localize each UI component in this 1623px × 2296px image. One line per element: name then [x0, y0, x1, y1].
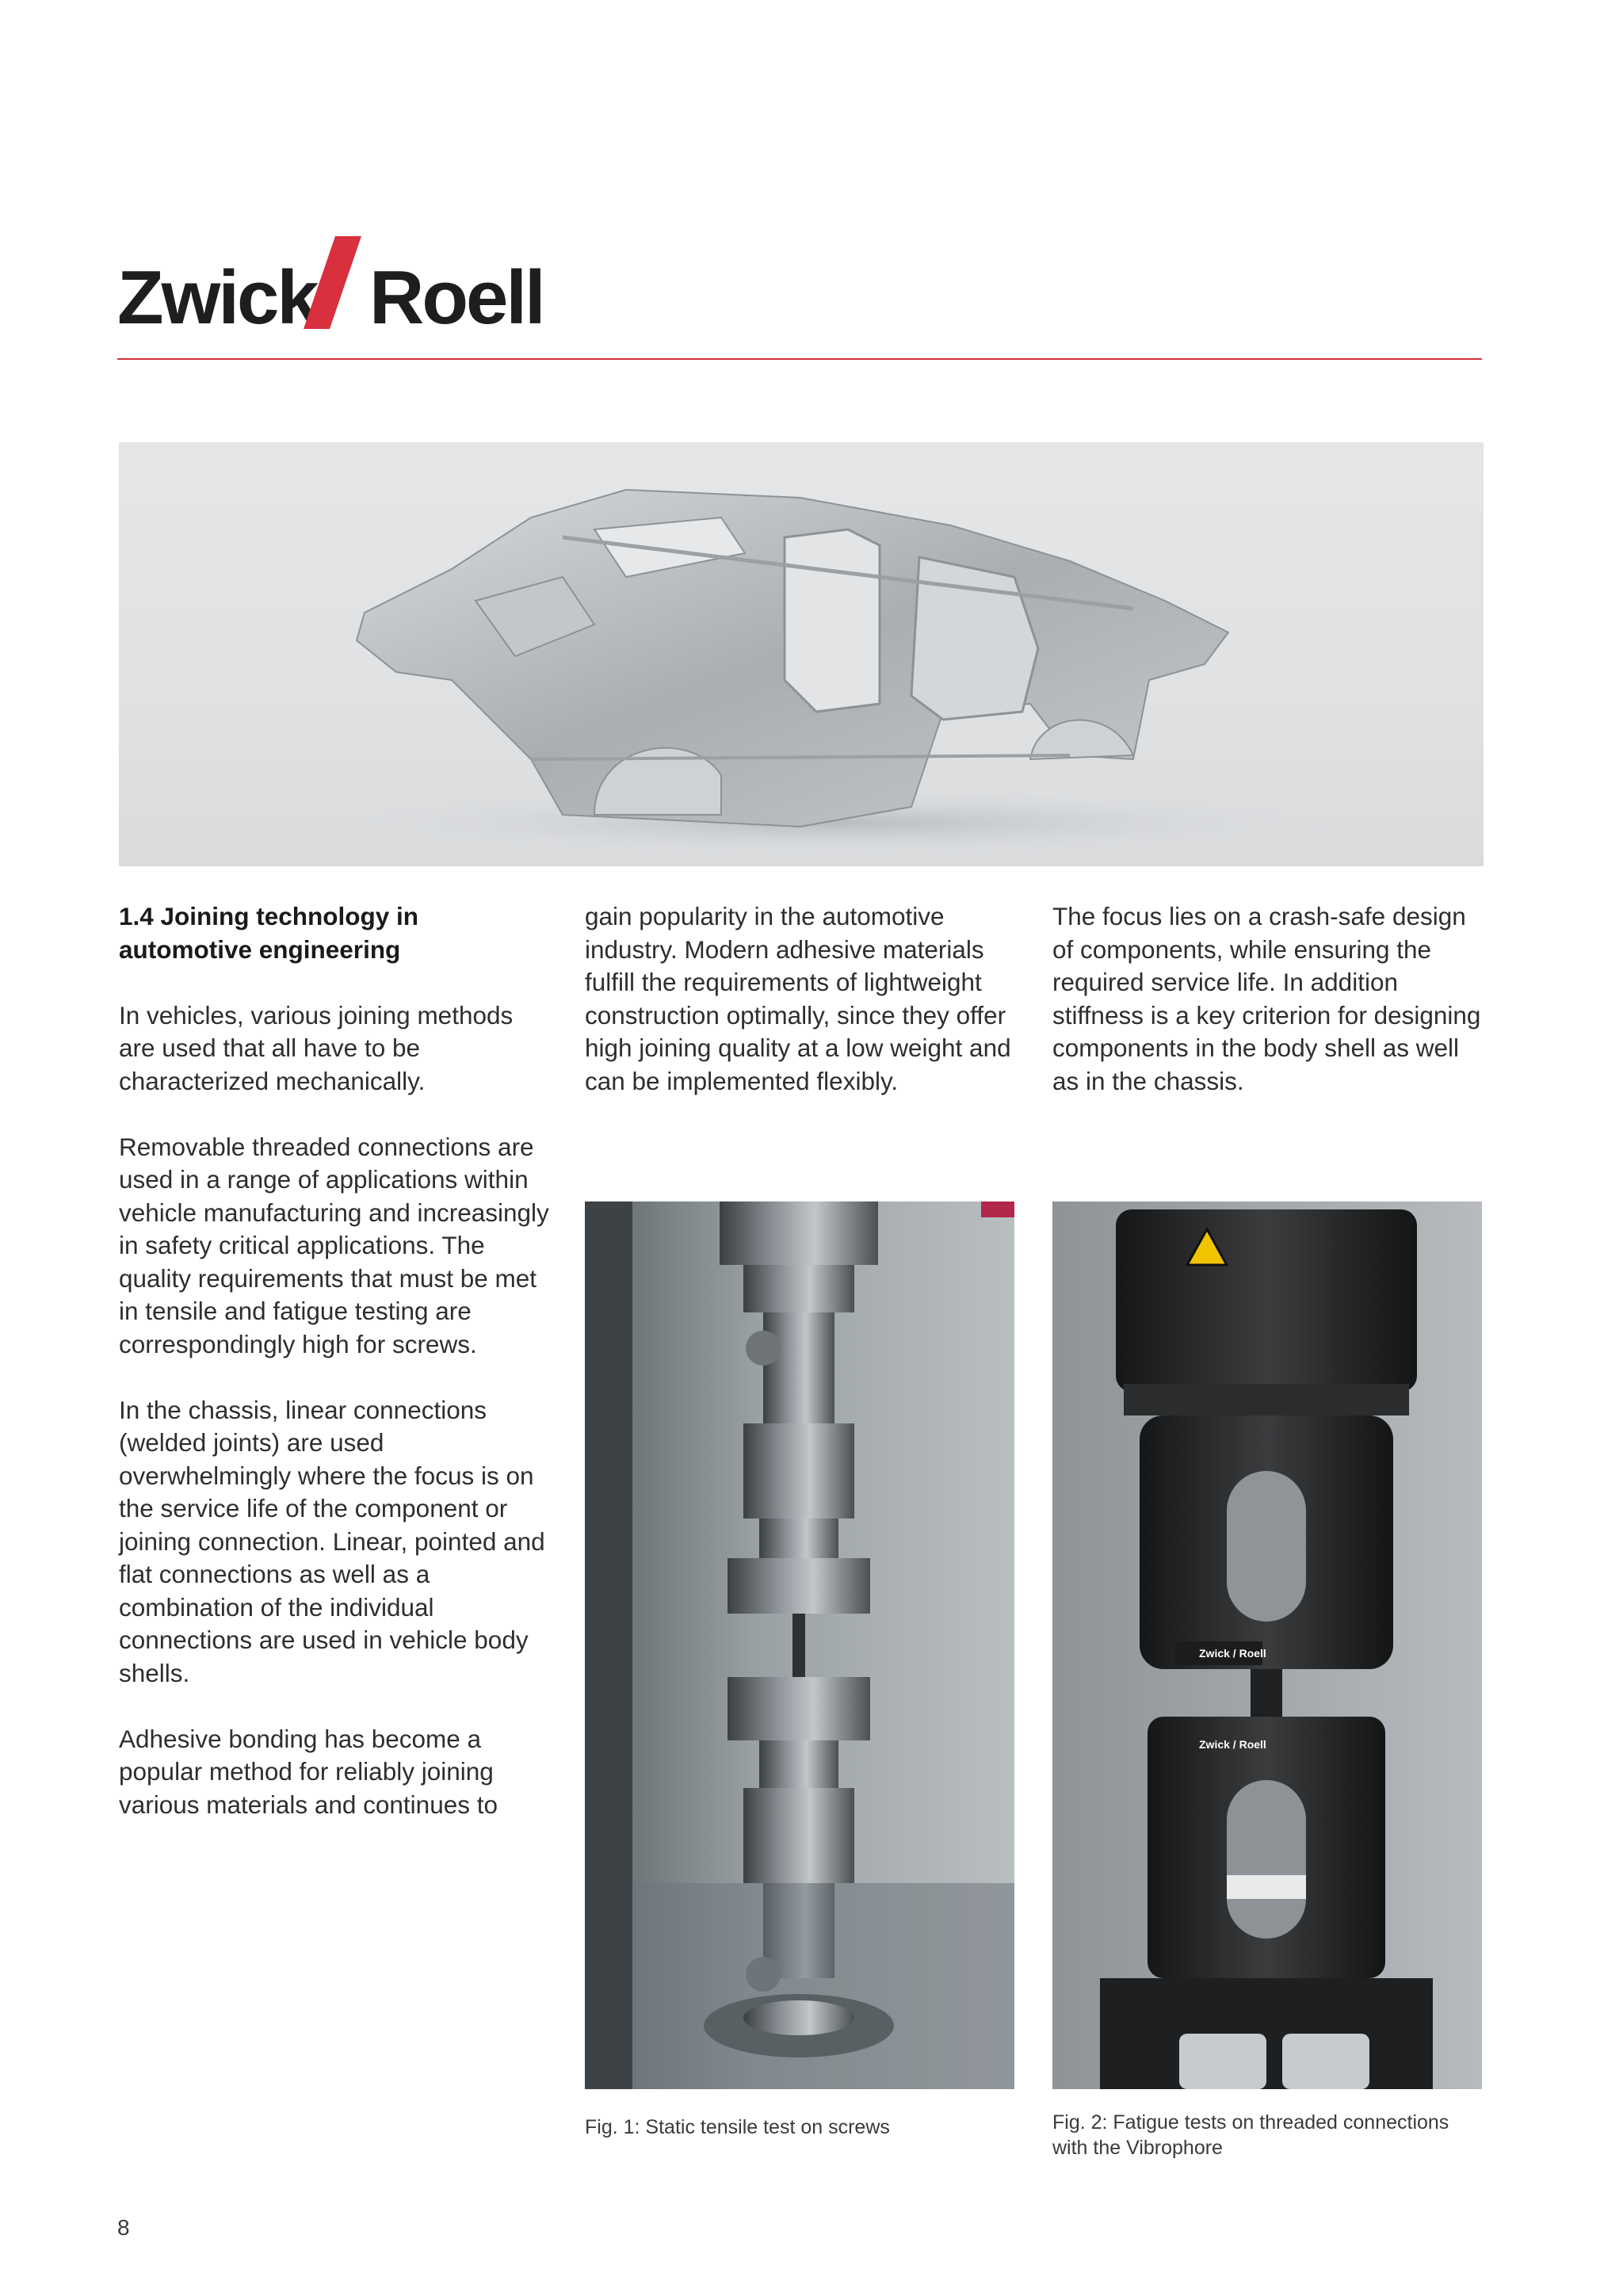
- text-column-2: [585, 900, 1017, 1131]
- paragraph: In the chassis, linear connections (welded joints) are used overwhelmingly where the focus is on the service life of the component or joining connection. Linear, pointed and flat connections as well as a combination of the individual connections are used in vehicle body shells.: [119, 1395, 545, 1687]
- text-column-1: [119, 900, 551, 1855]
- paragraph: Adhesive bonding has become a popular method for reliably joining various materials and continues to: [119, 1724, 498, 1819]
- figure-1-caption: Fig. 1: Static tensile test on screws: [585, 2116, 890, 2138]
- logo-text-left: Zwick: [117, 255, 317, 333]
- paragraph: gain popularity in the automotive industry. Modern adhesive materials fulfill the requirements of lightweight construction optimally, since they offer high joining quality at a low weight and can be implemented flexibly.: [585, 902, 1011, 1095]
- fig2-logo-lower: Zwick / Roell: [1199, 1738, 1266, 1751]
- tensile-test-photo: [585, 1201, 1014, 2089]
- paragraph: Removable threaded connections are used in a range of applications within vehicle manufacturing and increasingly in safety critical applications. The quality requirements that must be met in tensile and fatigue testing are correspondingly high for screws.: [119, 1132, 549, 1358]
- page-number: 8: [117, 2215, 130, 2240]
- section-heading: 1.4 Joining technology in automotive engineering: [119, 902, 419, 964]
- paragraph: The focus lies on a crash-safe design of components, while ensuring the required service life. In addition stiffness is a key criterion for designing components in the body shell as well as in the chassis.: [1052, 902, 1481, 1095]
- figure-2-caption: Fig. 2: Fatigue tests on threaded connections with the Vibrophore: [1052, 2111, 1449, 2159]
- vibrophore-photo: [1052, 1201, 1482, 2089]
- zwickroell-logo: [117, 230, 561, 333]
- fig2-logo-upper: Zwick / Roell: [1199, 1647, 1266, 1660]
- text-column-3: [1052, 900, 1484, 1131]
- logo-text-right: Roell: [369, 255, 544, 333]
- car-body-shell-image: [119, 442, 1484, 866]
- header-divider: [117, 358, 1482, 360]
- paragraph: In vehicles, various joining methods are used that all have to be characterized mechanically.: [119, 1000, 514, 1095]
